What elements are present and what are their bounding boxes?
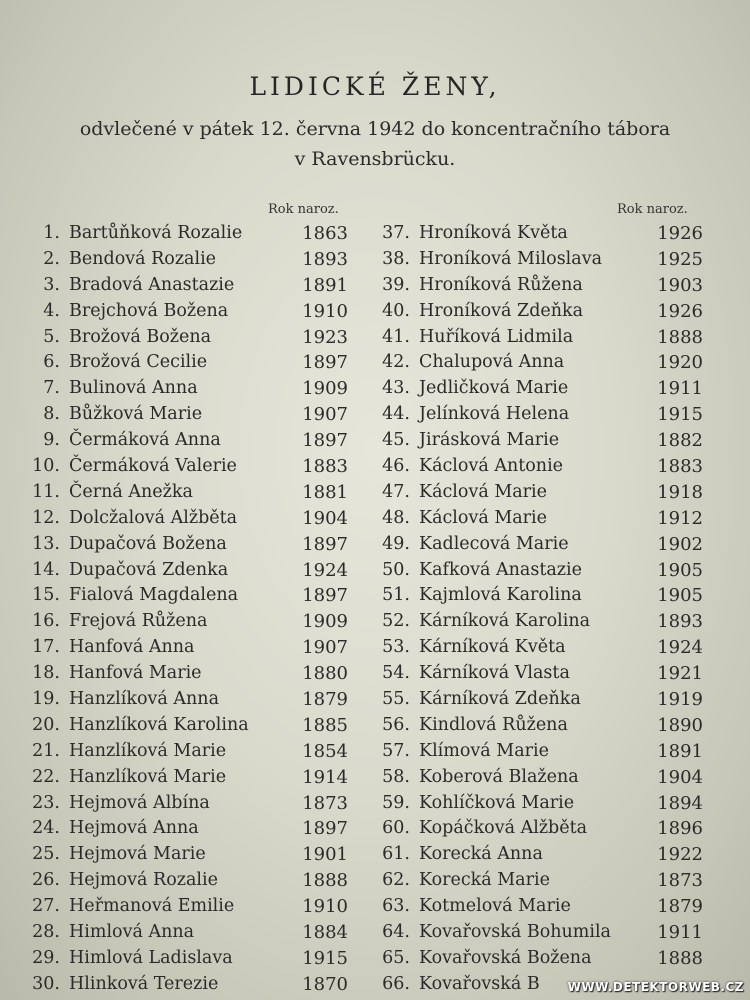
entry-birth-year: 1909 [302,378,348,400]
entry-name: Káclová Marie [419,507,547,528]
entry-number: 1. [43,223,60,243]
entry-birth-year: 1883 [302,456,348,478]
entry-name: Kovařovská B [419,973,540,994]
list-item [18,428,348,454]
list-item [368,946,703,972]
entry-number: 41. [382,326,410,347]
entry-name: Čermáková Valerie [69,456,237,477]
entry-birth-year: 1909 [302,611,348,633]
entry-birth-year: 1873 [657,870,703,892]
entry-name: Kadlecová Marie [419,533,569,554]
entry-number: 43. [382,378,410,399]
list-item [368,428,703,454]
entry-birth-year: 1912 [657,507,703,529]
entry-birth-year: 1890 [657,714,703,736]
entry-number: 58. [382,766,410,787]
entry-number: 39. [382,274,410,295]
entry-number: 54. [382,663,410,684]
entry-birth-year: 1919 [657,689,703,711]
list-item [368,609,703,635]
entry-name: Jelínková Helena [419,404,570,425]
entry-number: 66. [382,973,410,994]
entry-birth-year: 1896 [657,818,703,840]
entry-birth-year: 1879 [302,689,348,711]
entry-name: Hejmová Rozalie [69,870,218,891]
list-item [18,791,348,817]
entry-birth-year: 1918 [657,481,703,503]
entry-name: Dolcžalová Alžběta [69,507,238,528]
entry-name: Frejová Růžena [69,611,208,632]
entry-name: Bartůňková Rozalie [69,223,243,243]
entry-number: 22. [32,766,60,787]
list-item [368,558,703,584]
entry-number: 8. [43,404,60,425]
entry-birth-year: 1903 [657,274,703,296]
entry-number: 56. [382,714,410,735]
entry-birth-year: 1882 [657,430,703,452]
entry-name: Kárníková Vlasta [419,663,570,684]
entry-name: Kárníková Květa [419,637,566,658]
entry-number: 6. [43,352,60,373]
entry-name: Kárníková Karolina [419,611,591,632]
list-item [18,454,348,480]
entry-birth-year: 1893 [302,248,348,270]
left-column-header: Rok naroz. [268,202,339,217]
entry-number: 20. [32,714,60,735]
entry-number: 46. [382,456,410,477]
entry-birth-year: 1914 [302,766,348,788]
entry-name: Hejmová Marie [69,844,206,865]
list-item [368,299,703,325]
entry-birth-year: 1901 [302,844,348,866]
entry-number: 24. [32,818,60,839]
entry-number: 13. [32,533,60,554]
entry-number: 23. [32,792,60,813]
entry-name: Kafková Anastazie [419,559,582,580]
right-column-header: Rok naroz. [617,202,688,217]
entry-number: 44. [382,404,410,425]
list-item [18,920,348,946]
entry-name: Hejmová Anna [69,818,199,839]
entry-number: 14. [32,559,60,580]
entry-name: Jedličková Marie [419,378,569,399]
list-item [368,273,703,299]
list-item [18,350,348,376]
list-item [18,221,348,247]
entry-name: Hanzlíková Marie [69,766,227,787]
entry-name: Káclová Marie [419,481,547,502]
entry-number: 5. [43,326,60,347]
entry-number: 50. [382,559,410,580]
entry-birth-year: 1891 [657,740,703,762]
entry-name: Kovařovská Bohumila [419,922,611,943]
list-item [368,325,703,351]
entry-number: 61. [382,844,410,865]
entry-number: 7. [43,378,60,399]
list-item [18,583,348,609]
list-item [18,402,348,428]
list-item [368,454,703,480]
entry-name: Dupačová Zdenka [69,559,229,580]
entry-number: 60. [382,818,410,839]
entry-birth-year: 1884 [302,922,348,944]
entry-birth-year: 1883 [657,456,703,478]
list-item [368,842,703,868]
entry-birth-year: 1915 [657,404,703,426]
entry-birth-year: 1888 [657,947,703,969]
list-item [18,687,348,713]
entry-birth-year: 1891 [302,274,348,296]
entry-number: 4. [43,300,60,321]
entry-name: Brožová Cecilie [69,352,208,373]
list-item [368,350,703,376]
entry-number: 37. [382,223,410,243]
entry-name: Čermáková Anna [69,430,221,451]
left-name-list [18,221,348,998]
entry-birth-year: 1926 [657,300,703,322]
entry-birth-year: 1897 [302,352,348,374]
entry-name: Káclová Antonie [419,456,564,477]
entry-name: Hanfová Anna [69,637,195,658]
entry-birth-year: 1911 [657,922,703,944]
entry-name: Huříková Lidmila [419,326,574,347]
entry-number: 42. [382,352,410,373]
entry-number: 28. [32,922,60,943]
right-name-list [368,221,703,998]
entry-birth-year: 1854 [302,740,348,762]
entry-number: 52. [382,611,410,632]
entry-number: 65. [382,947,410,968]
entry-birth-year: 1894 [657,792,703,814]
entry-name: Kohlíčková Marie [419,792,575,813]
list-item [18,842,348,868]
entry-number: 11. [32,481,60,502]
entry-number: 16. [32,611,60,632]
list-item [18,972,348,998]
list-item [18,739,348,765]
entry-number: 29. [32,947,60,968]
entry-name: Klímová Marie [419,740,549,761]
entry-birth-year: 1863 [302,223,348,244]
list-item [18,816,348,842]
entry-name: Bulinová Anna [69,378,198,399]
entry-birth-year: 1911 [657,378,703,400]
entry-number: 10. [32,456,60,477]
entry-name: Bůžková Marie [69,404,203,425]
list-item [368,816,703,842]
page-title: LIDICKÉ ŽENY, [249,72,501,101]
entry-number: 49. [382,533,410,554]
entry-number: 38. [382,248,410,269]
entry-number: 27. [32,896,60,917]
entry-name: Hroníková Miloslava [419,248,603,269]
entry-name: Brožová Božena [69,326,212,347]
list-item [368,221,703,247]
entry-number: 48. [382,507,410,528]
entry-birth-year: 1893 [657,611,703,633]
list-item [18,532,348,558]
list-item [368,635,703,661]
entry-name: Hejmová Albína [69,792,210,813]
entry-birth-year: 1897 [302,533,348,555]
entry-number: 47. [382,481,410,502]
entry-number: 2. [43,248,60,269]
entry-name: Korecká Anna [419,844,543,865]
list-item [368,894,703,920]
entry-name: Hanzlíková Karolina [69,714,249,735]
list-item [368,739,703,765]
entry-number: 62. [382,870,410,891]
list-item [368,506,703,532]
list-item [368,376,703,402]
entry-name: Kárníková Zdeňka [419,689,581,710]
entry-birth-year: 1924 [302,559,348,581]
entry-number: 63. [382,896,410,917]
entry-name: Černá Anežka [69,481,193,502]
entry-birth-year: 1921 [657,663,703,685]
entry-number: 59. [382,792,410,813]
entry-birth-year: 1897 [302,818,348,840]
entry-number: 57. [382,740,410,761]
entry-name: Himlová Anna [69,922,195,943]
entry-number: 25. [32,844,60,865]
list-item [18,713,348,739]
page-subtitle-line-2: v Ravensbrücku. [294,148,456,170]
entry-name: Kopáčková Alžběta [419,818,588,839]
entry-name: Bendová Rozalie [69,248,217,269]
list-item [368,713,703,739]
entry-birth-year: 1922 [657,844,703,866]
list-item [18,609,348,635]
list-item [18,765,348,791]
list-item [18,480,348,506]
entry-name: Himlová Ladislava [69,947,233,968]
entry-name: Kindlová Růžena [419,714,568,735]
list-item [18,273,348,299]
list-item [18,661,348,687]
list-item [368,868,703,894]
entry-number: 40. [382,300,410,321]
entry-number: 9. [43,430,60,451]
list-item [18,635,348,661]
entry-birth-year: 1897 [302,585,348,607]
entry-birth-year: 1870 [302,973,348,995]
entry-name: Kovařovská Božena [419,947,592,968]
entry-name: Kotmelová Marie [419,896,571,917]
entry-number: 30. [32,973,60,994]
entry-name: Jirásková Marie [419,430,560,451]
entry-name: Hanzlíková Marie [69,740,227,761]
list-item [368,480,703,506]
entry-birth-year: 1905 [657,559,703,581]
entry-number: 15. [32,585,60,606]
entry-birth-year: 1904 [657,766,703,788]
entry-name: Hroníková Růžena [419,274,583,295]
entry-number: 12. [32,507,60,528]
entry-name: Hroníková Zdeňka [419,300,584,321]
entry-name: Fialová Magdalena [69,585,239,606]
entry-name: Dupačová Božena [69,533,227,554]
list-item [18,506,348,532]
entry-number: 51. [382,585,410,606]
entry-name: Brejchová Božena [69,300,229,321]
entry-birth-year: 1905 [657,585,703,607]
list-item [368,247,703,273]
entry-birth-year: 1910 [302,896,348,918]
entry-birth-year: 1920 [657,352,703,374]
entry-birth-year: 1907 [302,637,348,659]
entry-name: Hanfová Marie [69,663,202,684]
entry-birth-year: 1888 [302,870,348,892]
list-item [368,583,703,609]
watermark: WWW.DETEKTORWEB.CZ [567,980,744,994]
entry-name: Korecká Marie [419,870,550,891]
list-item [18,376,348,402]
list-item [368,402,703,428]
entry-birth-year: 1897 [302,430,348,452]
list-item [18,894,348,920]
entry-name: Heřmanová Emilie [69,896,235,917]
entry-number: 3. [43,274,60,295]
entry-name: Hroníková Květa [419,223,568,243]
entry-number: 55. [382,689,410,710]
list-item [18,325,348,351]
entry-name: Koberová Blažena [419,766,579,787]
list-item [368,920,703,946]
entry-birth-year: 1879 [657,896,703,918]
entry-birth-year: 1910 [302,300,348,322]
entry-birth-year: 1915 [302,947,348,969]
list-item [368,661,703,687]
entry-birth-year: 1888 [657,326,703,348]
list-item [368,765,703,791]
entry-birth-year: 1881 [302,481,348,503]
list-item [368,791,703,817]
entry-number: 64. [382,922,410,943]
list-item [18,946,348,972]
entry-number: 53. [382,637,410,658]
entry-birth-year: 1904 [302,507,348,529]
list-item [368,687,703,713]
entry-birth-year: 1902 [657,533,703,555]
entry-birth-year: 1924 [657,637,703,659]
entry-birth-year: 1926 [657,223,703,244]
list-item [18,868,348,894]
entry-birth-year: 1885 [302,714,348,736]
entry-number: 21. [32,740,60,761]
entry-birth-year: 1907 [302,404,348,426]
entry-birth-year: 1873 [302,792,348,814]
entry-number: 19. [32,689,60,710]
list-item [368,532,703,558]
entry-birth-year: 1880 [302,663,348,685]
entry-birth-year: 1925 [657,248,703,270]
entry-birth-year: 1923 [302,326,348,348]
entry-name: Hlinková Terezie [69,973,219,994]
entry-name: Hanzlíková Anna [69,689,220,710]
entry-number: 17. [32,637,60,658]
list-item [18,247,348,273]
entry-number: 18. [32,663,60,684]
entry-name: Bradová Anastazie [69,274,235,295]
list-item [18,558,348,584]
entry-name: Kajmlová Karolina [419,585,582,606]
list-item [18,299,348,325]
entry-name: Chalupová Anna [419,352,565,373]
entry-number: 45. [382,430,410,451]
page-subtitle-line-1: odvlečené v pátek 12. června 1942 do koncentračního tábora [79,118,671,140]
entry-number: 26. [32,870,60,891]
